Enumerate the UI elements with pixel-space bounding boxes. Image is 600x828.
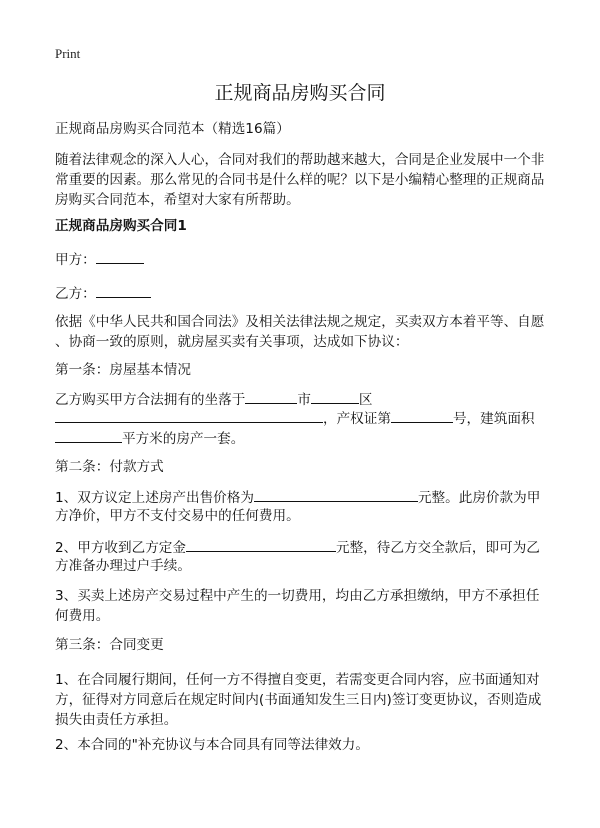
party-b-label: 乙方： — [55, 286, 96, 302]
text: 元整，待乙方交全款后，即可为乙 — [336, 540, 540, 556]
article1-line — [55, 428, 244, 448]
certificate-blank — [391, 408, 453, 423]
page-title: 正规商品房购买合同 — [214, 82, 386, 104]
text: 平方米的房产一套。 — [122, 431, 245, 447]
intro-line: 房购买合同范本，希望对大家有所帮助。 — [55, 192, 300, 208]
article2-line: 何费用。 — [55, 608, 110, 624]
article3-line: 1、在合同履行期间，任何一方不得擅自变更，若需变更合同内容，应书面通知对 — [55, 672, 540, 688]
article1-heading: 第一条：房屋基本情况 — [55, 362, 191, 378]
text: 2、甲方收到乙方定金 — [55, 540, 186, 556]
party-a-line — [55, 249, 144, 269]
city-blank — [245, 389, 297, 404]
print-link[interactable]: Print — [55, 46, 81, 61]
text: 号，建筑面积 — [452, 411, 535, 427]
area-blank — [55, 428, 122, 443]
party-b-blank — [96, 283, 151, 298]
text: 乙方购买甲方合法拥有的坐落于 — [55, 392, 246, 408]
article2-line: 方准备办理过户手续。 — [55, 558, 191, 574]
party-b-line — [55, 283, 151, 303]
article3-line: 损失由责任方承担。 — [55, 712, 178, 728]
text: 区 — [358, 392, 373, 408]
text: ，产权证第 — [323, 411, 391, 427]
party-a-label: 甲方： — [55, 252, 96, 268]
text: 1、双方议定上述房产出售价格为 — [55, 490, 254, 506]
basis-line: 依据《中华人民共和国合同法》及相关法律法规之规定，买卖双方本着平等、自愿 — [55, 314, 545, 330]
article3-line: 2、本合同的"补充协议与本合同具有同等法律效力。 — [55, 737, 369, 753]
address-blank — [55, 408, 323, 423]
deposit-blank — [186, 537, 336, 552]
intro-line: 常重要的因素。那么常见的合同书是什么样的呢？以下是小编精心整理的正规商品 — [55, 172, 545, 188]
article2-line: 方净价，甲方不支付交易中的任何费用。 — [55, 508, 300, 524]
subtitle: 正规商品房购买合同范本（精选16篇） — [55, 121, 290, 137]
article1-line — [55, 389, 373, 409]
intro-line: 随着法律观念的深入人心，合同对我们的帮助越来越大，合同是企业发展中一个非 — [55, 152, 545, 168]
district-blank — [311, 389, 359, 404]
text: 市 — [297, 392, 311, 408]
party-a-blank — [96, 249, 144, 264]
article3-heading: 第三条：合同变更 — [55, 637, 164, 653]
article2-line — [55, 537, 540, 557]
price-blank — [254, 487, 418, 502]
text: 元整。此房价款为甲 — [417, 490, 541, 506]
article2-line: 3、买卖上述房产交易过程中产生的一切费用，均由乙方承担缴纳，甲方不承担任 — [55, 588, 540, 604]
article2-heading: 第二条：付款方式 — [55, 459, 164, 475]
section-heading: 正规商品房购买合同1 — [55, 218, 187, 234]
article1-line — [55, 408, 535, 428]
article2-line — [55, 487, 540, 507]
article3-line: 方，征得对方同意后在规定时间内(书面通知发生三日内)签订变更协议，否则造成 — [55, 692, 542, 708]
basis-line: 、协商一致的原则，就房屋买卖有关事项，达成如下协议： — [55, 334, 409, 350]
